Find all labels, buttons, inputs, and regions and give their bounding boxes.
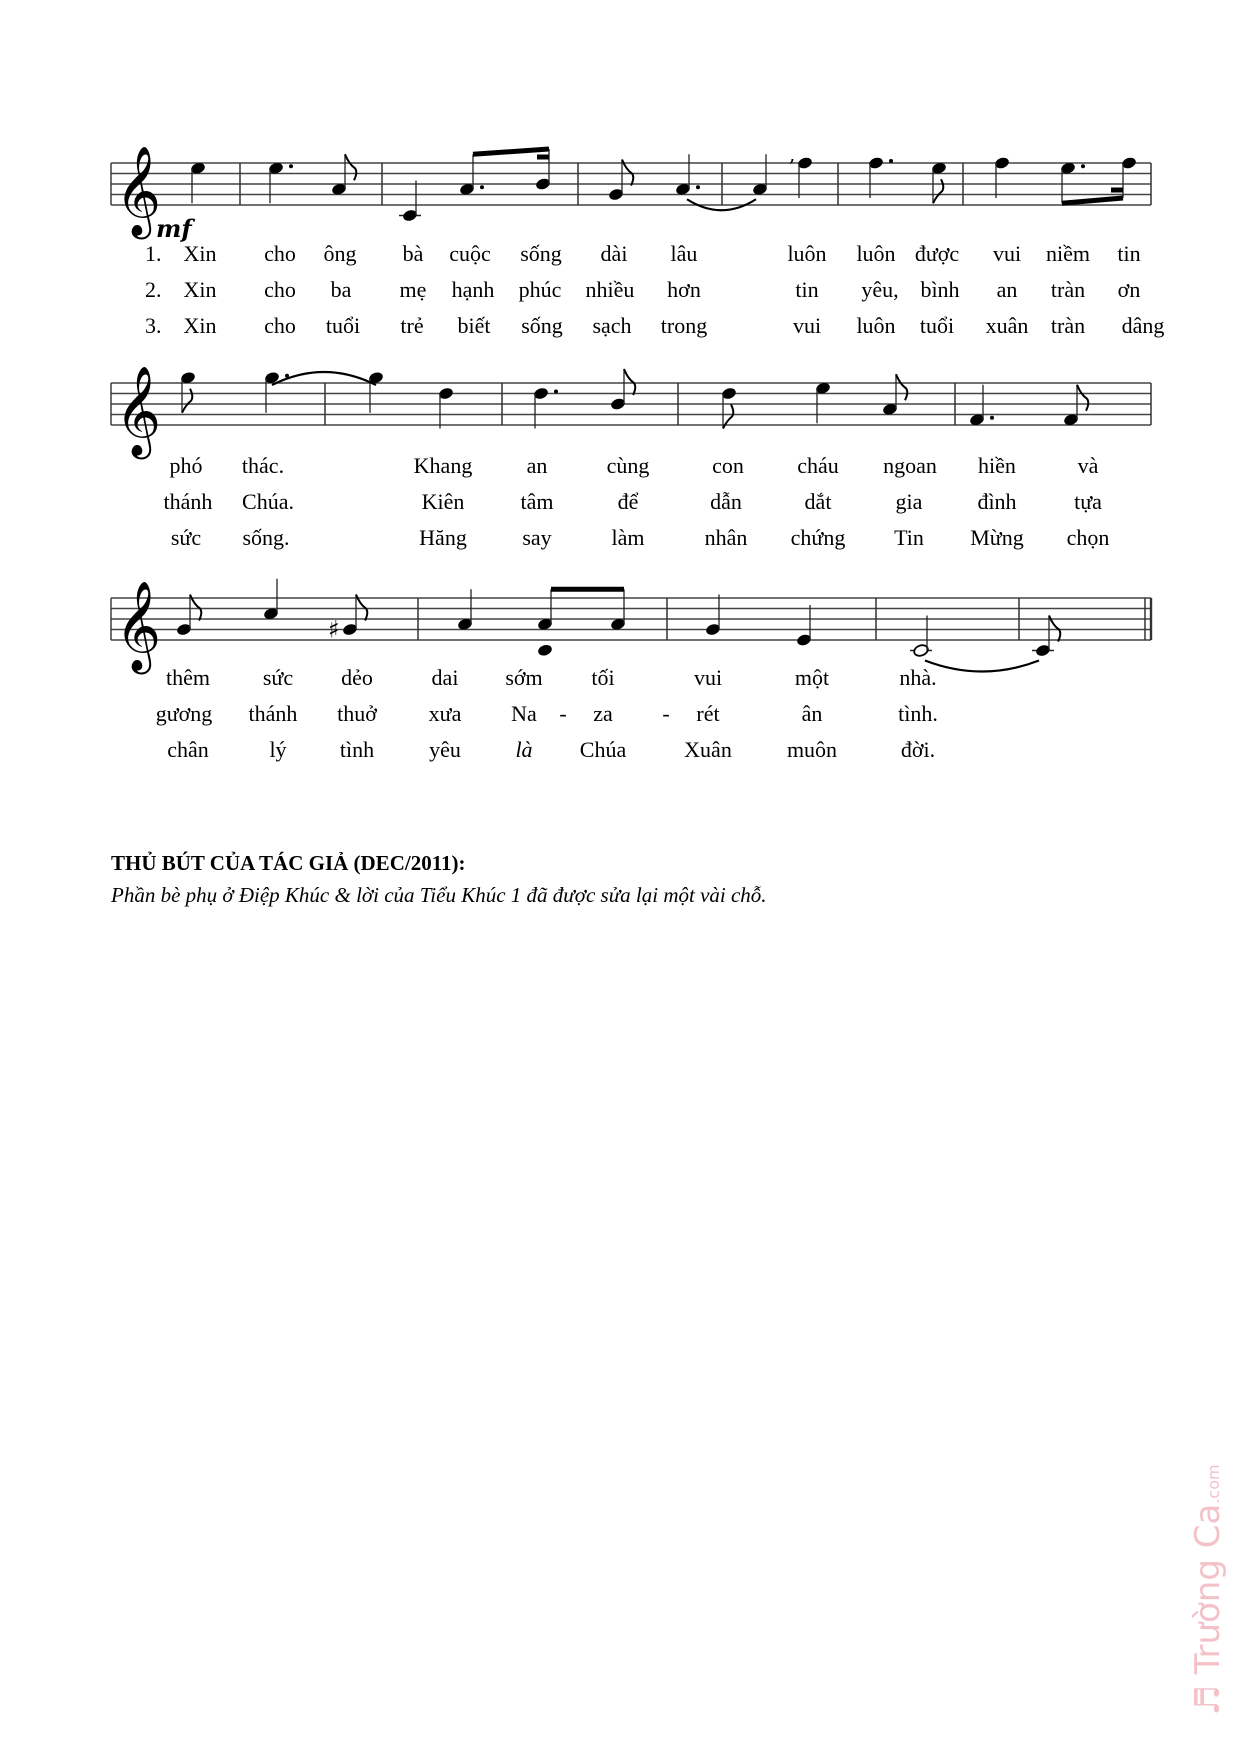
lyric-syllable: tình: [339, 737, 375, 762]
lyric-syllable: thác.: [241, 453, 285, 478]
lyric-syllable: tuổi: [919, 313, 955, 338]
lyric-syllable: -: [559, 701, 567, 726]
note: [331, 154, 357, 196]
lyric-syllable: Mừng: [970, 525, 1024, 550]
lyric-syllable: trẻ: [400, 313, 424, 338]
lyric-syllable: cháu: [797, 453, 839, 478]
lyric-syllable: rét: [696, 701, 720, 726]
lyric-syllable: yêu,: [861, 277, 899, 302]
lyric-syllable: nhiều: [585, 277, 635, 302]
lyric-syllable: đình: [977, 489, 1017, 514]
author-note-body: Phần bè phụ ở Điệp Khúc & lời của Tiểu Khúc 1 đã được sửa lại một vài chỗ.: [111, 883, 767, 907]
lyric-syllable: một: [794, 665, 830, 690]
lyric-syllable: hạnh: [451, 277, 495, 302]
lyric-syllable: xuân: [985, 313, 1029, 338]
note: [551, 589, 626, 631]
verse-number: 2.: [145, 277, 162, 302]
watermark-brand: Trường Ca: [1188, 1503, 1228, 1675]
verse-number: 1.: [145, 241, 162, 266]
lyric-syllable: say: [522, 525, 552, 550]
lyric-syllable: Kiên: [421, 489, 465, 514]
lyric-syllable: Xin: [183, 241, 217, 266]
note: [931, 161, 948, 203]
lyric-syllable: Xin: [183, 313, 217, 338]
note: [263, 579, 280, 621]
lyric-syllable: sức: [262, 665, 294, 690]
dynamic-marking: mf: [156, 214, 192, 243]
note: [457, 589, 474, 631]
lyric-syllable: ba: [330, 277, 352, 302]
note: [272, 371, 384, 413]
lyric-syllable: -: [662, 701, 670, 726]
lyric-syllable: được: [914, 241, 960, 266]
note: [1063, 385, 1089, 427]
lyric-syllable: nhà.: [899, 665, 937, 690]
lyric-syllable: tin: [1117, 241, 1141, 266]
note: [789, 142, 813, 198]
note: [721, 386, 738, 428]
lyric-syllable: tràn: [1050, 313, 1086, 338]
verse-number: 3.: [145, 313, 162, 338]
lyric-syllable: dẻo: [341, 665, 373, 690]
note: [1060, 161, 1085, 203]
lyric-syllable: dắt: [804, 489, 832, 514]
lyric-syllable: tối: [591, 665, 615, 690]
watermark: [1178, 1440, 1238, 1740]
note: [675, 154, 700, 196]
lyric-syllable: dài: [600, 241, 628, 266]
lyric-syllable: xưa: [428, 701, 462, 726]
lyric-syllable: yêu: [429, 737, 461, 762]
note: [533, 386, 558, 428]
note: [180, 371, 197, 413]
lyric-syllable: ngoan: [883, 453, 937, 478]
note: [399, 181, 421, 223]
lyric-syllable: lý: [269, 737, 287, 762]
note: [705, 595, 722, 637]
lyric-syllable: nhân: [704, 525, 748, 550]
note: [868, 156, 893, 198]
lyric-syllable: trong: [660, 313, 708, 338]
lyric-syllable: hiền: [978, 453, 1016, 478]
note: [268, 161, 293, 203]
lyric-syllable: gương: [155, 701, 213, 726]
note: [190, 161, 207, 203]
lyric-syllable: dẫn: [710, 489, 742, 514]
lyric-syllable: sớm: [505, 665, 543, 690]
lyric-syllable: niềm: [1046, 241, 1090, 266]
treble-clef-icon: 𝄞: [115, 366, 162, 456]
lyric-syllable: Na: [511, 701, 537, 726]
lyric-syllable: Chúa: [579, 737, 627, 762]
lyric-syllable: làm: [611, 525, 645, 550]
breath-mark-icon: ,: [789, 142, 796, 166]
note: [176, 595, 202, 637]
lyric-syllable: cho: [264, 241, 296, 266]
lyric-syllable: gia: [895, 489, 923, 514]
lyric-syllable: sạch: [592, 313, 632, 338]
lyric-syllable: dai: [431, 665, 459, 690]
lyric-syllable: hơn: [667, 277, 701, 302]
lyric-syllable: an: [526, 453, 548, 478]
lyric-syllable: luôn: [787, 241, 827, 266]
lyric-syllable: đời.: [900, 737, 936, 762]
watermark-brand-icon: ♬: [1188, 1674, 1228, 1716]
lyric-syllable: chứng: [790, 525, 846, 550]
lyric-syllable: luôn: [856, 313, 896, 338]
staff-2: [111, 366, 1151, 460]
lyric-syllable: chân: [167, 737, 209, 762]
lyric-syllable: Hăng: [419, 525, 467, 550]
lyric-syllable: tựa: [1074, 489, 1102, 514]
note: [910, 616, 932, 658]
lyric-syllable: Xuân: [684, 737, 732, 762]
lyric-syllable: tràn: [1050, 277, 1086, 302]
lyric-syllable: lâu: [670, 241, 698, 266]
lyric-syllable: vui: [792, 313, 822, 338]
treble-clef-icon: 𝄞: [115, 581, 162, 671]
lyric-syllable: Chúa.: [242, 489, 294, 514]
treble-clef-icon: 𝄞: [115, 146, 162, 236]
lyric-syllable: cho: [264, 277, 296, 302]
note: [459, 154, 484, 196]
lyric-syllable: sống: [521, 313, 563, 338]
sharp-icon: ♯: [328, 615, 340, 644]
lyric-syllable: luôn: [856, 241, 896, 266]
lyric-syllable: sống: [520, 241, 562, 266]
lyric-syllable: cho: [264, 313, 296, 338]
note: [438, 386, 455, 428]
lyric-syllable: để: [617, 489, 639, 514]
note: [473, 149, 551, 191]
lyric-syllable: dâng: [1121, 313, 1165, 338]
lyric-syllable: tình.: [898, 701, 938, 726]
lyric-syllable: mẹ: [399, 277, 427, 302]
lyric-syllable: cuộc: [449, 241, 491, 266]
note: [608, 160, 634, 202]
lyric-syllable: Khang: [413, 453, 473, 478]
note: [537, 589, 554, 657]
lyric-syllable: vui: [693, 665, 723, 690]
note: [882, 374, 908, 416]
lyric-syllable: tâm: [520, 489, 554, 514]
lyric-syllable: Xin: [183, 277, 217, 302]
lyric-syllable: ông: [323, 241, 357, 266]
lyric-syllable: za: [593, 701, 613, 726]
note: [925, 616, 1060, 672]
lyric-syllable: phó: [169, 453, 203, 478]
note: [264, 371, 289, 413]
staff-1: [111, 142, 1151, 243]
lyric-syllable: ơn: [1117, 277, 1141, 302]
lyric-syllable: phúc: [518, 277, 562, 302]
note: [815, 381, 832, 423]
lyric-syllable: thánh: [163, 489, 213, 514]
lyric-syllable: cùng: [606, 453, 650, 478]
lyric-syllable: thêm: [166, 665, 210, 690]
lyric-syllable: bà: [402, 241, 424, 266]
lyric-syllable: con: [712, 453, 744, 478]
lyric-syllable: sống.: [242, 525, 290, 550]
lyric-syllable: Tin: [894, 525, 924, 550]
lyric-syllable: bình: [920, 277, 960, 302]
lyric-syllable: thánh: [248, 701, 298, 726]
watermark-logo: [1188, 1464, 1228, 1715]
lyric-syllable: muôn: [786, 737, 838, 762]
lyric-syllable: là: [515, 737, 533, 762]
watermark-suffix: .com: [1204, 1464, 1223, 1504]
lyric-syllable: thuở: [337, 701, 377, 726]
lyric-syllable: ân: [801, 701, 823, 726]
note: [610, 369, 636, 411]
lyric-syllable: chọn: [1066, 525, 1110, 550]
note: [969, 385, 994, 427]
author-note-title: THỦ BÚT CỦA TÁC GIẢ (DEC/2011):: [111, 851, 466, 875]
lyric-syllable: tuổi: [325, 313, 361, 338]
lyric-syllable: tin: [795, 277, 819, 302]
lyric-syllable: sức: [170, 525, 202, 550]
lyric-syllable: và: [1077, 453, 1099, 478]
lyric-syllable: vui: [992, 241, 1022, 266]
lyric-syllable: biết: [457, 313, 491, 338]
note: [994, 156, 1011, 198]
note: [796, 605, 813, 647]
staff-3: [111, 579, 1151, 675]
lyric-syllable: an: [996, 277, 1018, 302]
